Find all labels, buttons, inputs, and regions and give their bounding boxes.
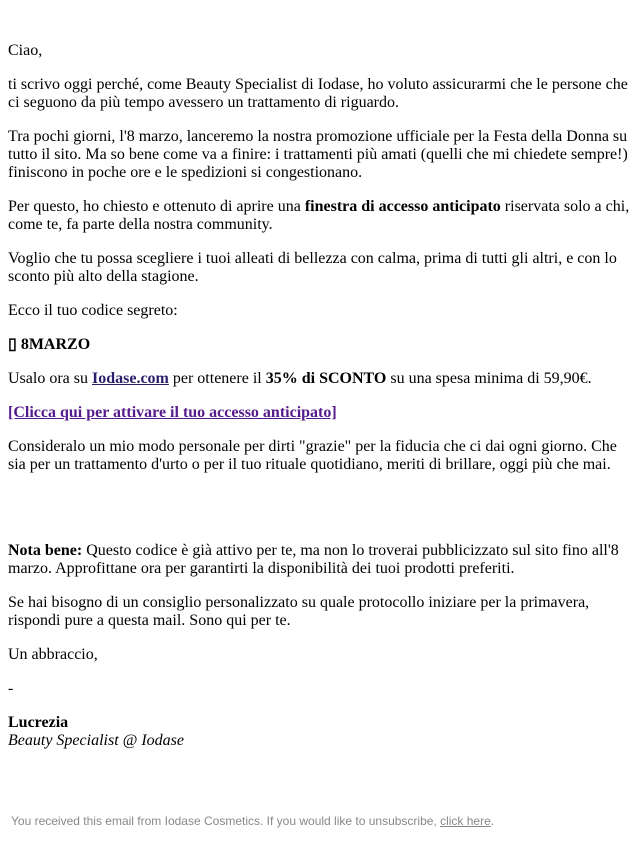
signature-title: Beauty Specialist @ Iodase: [8, 732, 185, 749]
signature: [8, 714, 632, 750]
greeting: Ciao,: [8, 42, 43, 59]
code-intro: Ecco il tuo codice segreto:: [8, 302, 178, 319]
intro-paragraph: ti scrivo oggi perché, come Beauty Specialist di Iodase, ho voluto assicurarmi che le persone che ci seguono da più tempo avessero un trattamento di riguardo.: [8, 76, 628, 111]
iodase-link[interactable]: Iodase.com: [91, 370, 169, 387]
closing: Un abbraccio,: [8, 646, 98, 663]
usage-paragraph: Usalo ora su Iodase.com per ottenere il 35% di SCONTO su una spesa minima di 59,90€.: [8, 370, 592, 387]
signature-name: Lucrezia: [8, 714, 69, 731]
unsubscribe-link[interactable]: click here: [440, 814, 491, 828]
promo-paragraph: Tra pochi giorni, l'8 marzo, lanceremo la nostra promozione ufficiale per la Festa della Donna su tutto il sito. Ma so bene come va a finire: i trattamenti più amati (quelli che mi chiedete sempre!) finiscono in poche ore e le spedizioni si congestionano.: [8, 128, 628, 181]
note-paragraph: Nota bene: Questo codice è già attivo per te, ma non lo troverai pubblicizzato sul sito fino all'8 marzo. Approfittane ora per garantirti la disponibilità dei tuoi prodotti preferiti.: [8, 542, 619, 577]
footer: You received this email from Iodase Cosmetics. If you would like to unsubscribe, click here.: [11, 814, 495, 828]
thanks-paragraph: Consideralo un mio modo personale per dirti "grazie" per la fiducia che ci dai ogni giorno. Che sia per un trattamento d'urto o per il tuo rituale quotidiano, meriti di brillare, oggi più che mai.: [8, 438, 617, 473]
early-access-paragraph: Per questo, ho chiesto e ottenuto di aprire una finestra di accesso anticipato riservata solo a chi, come te, fa parte della nostra community.: [8, 198, 630, 233]
dash: -: [8, 680, 14, 697]
activate-access-link[interactable]: [Clicca qui per attivare il tuo accesso anticipato]: [8, 404, 337, 421]
choose-paragraph: Voglio che tu possa scegliere i tuoi alleati di bellezza con calma, prima di tutti gli altri, e con lo sconto più alto della stagione.: [8, 250, 617, 285]
promo-code: [8, 336, 632, 354]
key-icon: ▯: [8, 336, 17, 353]
code-value: 8MARZO: [20, 336, 91, 353]
advice-paragraph: Se hai bisogno di un consiglio personalizzato su quale protocollo iniziare per la primavera, rispondi pure a questa mail. Sono qui per te.: [8, 594, 590, 629]
